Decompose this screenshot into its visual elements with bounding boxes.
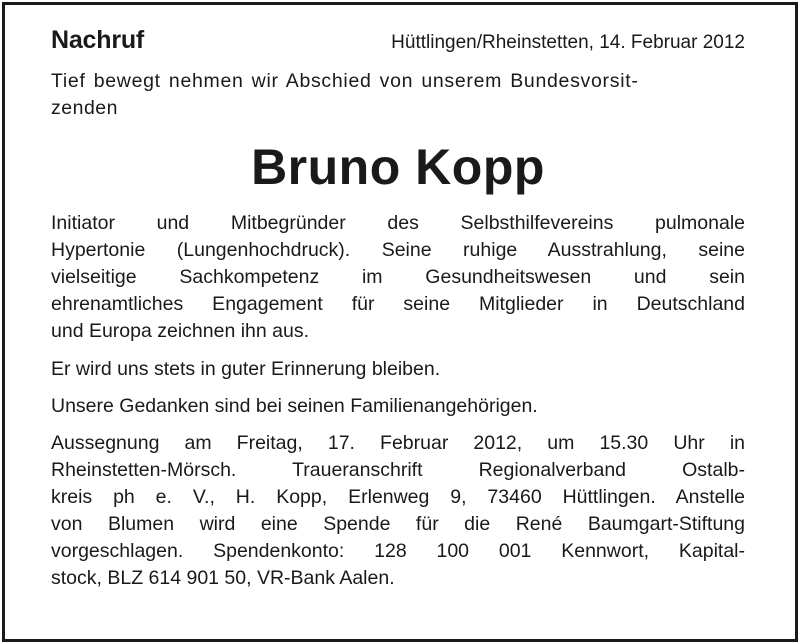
notice-header (51, 26, 745, 60)
tribute-line: Hypertonie (Lungenhochdruck). Seine ruhige Ausstrahlung, seine (51, 239, 745, 261)
remembrance-paragraph (51, 356, 745, 383)
family-thoughts-line: Unsere Gedanken sind bei seinen Familienangehörigen. (51, 395, 538, 417)
tribute-line: vielseitige Sachkompetenz im Gesundheitswesen und sein (51, 266, 745, 288)
tribute-line: und Europa zeichnen ihn aus. (51, 320, 310, 342)
obituary-notice (51, 26, 745, 592)
funeral-details-line: kreis ph e. V., H. Kopp, Erlenweg 9, 73460 Hüttlingen. Anstelle (51, 486, 745, 508)
deceased-name: Bruno Kopp (251, 139, 545, 195)
tribute-line: ehrenamtliches Engagement für seine Mitglieder in Deutschland (51, 293, 745, 315)
notice-title: Nachruf (51, 26, 145, 54)
funeral-details-line: vorgeschlagen. Spendenkonto: 128 100 001 Kennwort, Kapital- (51, 540, 745, 562)
family-thoughts-paragraph (51, 393, 745, 420)
funeral-details-paragraph (51, 430, 745, 592)
intro-text (51, 68, 745, 122)
funeral-details-line: Rheinstetten-Mörsch. Traueranschrift Regionalverband Ostalb- (51, 459, 745, 481)
intro-line-2: zenden (51, 97, 118, 119)
intro-line-1: Tief bewegt nehmen wir Abschied von unserem Bundesvorsit- (51, 70, 639, 92)
funeral-details-line: Aussegnung am Freitag, 17. Februar 2012, um 15.30 Uhr in (51, 432, 745, 454)
funeral-details-line: stock, BLZ 614 901 50, VR-Bank Aalen. (51, 567, 395, 589)
funeral-details-line: von Blumen wird eine Spende für die René Baumgart-Stiftung (51, 513, 745, 535)
place-and-date: Hüttlingen/Rheinstetten, 14. Februar 2012 (391, 32, 745, 53)
remembrance-line: Er wird uns stets in guter Erinnerung bleiben. (51, 358, 441, 380)
tribute-line: Initiator und Mitbegründer des Selbsthilfevereins pulmonale (51, 212, 745, 234)
tribute-paragraph (51, 210, 745, 345)
